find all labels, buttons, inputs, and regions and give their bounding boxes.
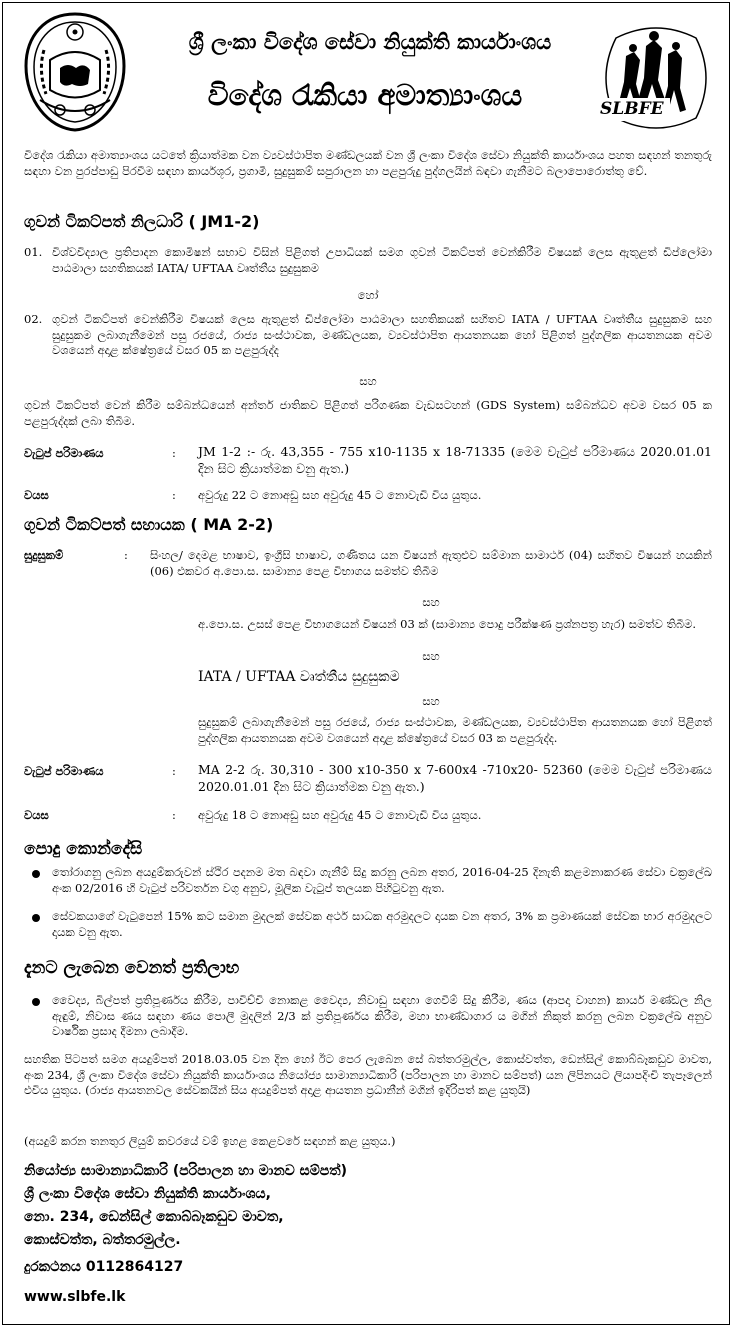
ma-age-value: අවුරුදු 18 ට නොඅඩු සහ අවුරුදු 45 ට නොවැඩි විය යුතුය. (198, 808, 482, 822)
jm-gds-requirement: ගුවන් ටිකට්පත් වෙන් කිරීම සම්බන්ධයෙන් අන්තර් ජාතිකව පිළිගත් පරිගණක වැඩසටහන් (GDS System) සම්බන්ධව අවම වසර 05 ක පළපුරුද්දක් ලබා තිබීම. (24, 398, 712, 428)
slbfe-logo (596, 18, 716, 138)
general-condition-1: තෝරාගනු ලබන අයදුම්කරුවන් ස්ථිර පදනම මත බඳවා ගැනීම් සිදු කරනු ලබන අතර, 2016-04-25 දිනැති කළමනාකරණ සේවා චක්‍රලේඛ අංක 02/2016 හි වැටුප් පරිවර්තන වගු අනුව, මූලික වැටුප් තලයක පිහිටුවනු ඇත. (52, 865, 712, 895)
ma-qualifications-label: සුදුසුකම් (24, 548, 64, 562)
benefits-heading: දැනට ලැබෙන වෙනත් ප්‍රතිලාභ (24, 958, 240, 978)
ma-q2: අ.පො.ස. උසස් පෙළ විභාගයෙන් විෂයන් 03 ක් (සාමාන්‍ය පොදු පරීක්ෂණ ප්‍රශ්නපත්‍ර හැර) සමත්ව තිබීම. (198, 617, 697, 631)
footer-phone: දුරකථනය 0112864127 (24, 1259, 184, 1275)
ma-age-colon: : (172, 808, 176, 822)
general-conditions-heading: පොදු කොන්දේසි (24, 839, 143, 859)
general-condition-2: සේවකයාගේ වැටුපෙන් 15% කට සමාන මුදලක් සේවක අර්ථ සාධක අරමුදලට දායක වන අතර, 3% ක ප්‍රමාණයක් සේවක භාර අරමුදලට දායක වනු ඇත. (52, 909, 712, 939)
ma-salary-label: වැටුප් පරිමාණය (24, 764, 104, 778)
jm-salary-value: JM 1-2 :- රු. 43,355 - 755 x10-1135 x 18-71335 (මෙම වැටුප් පරිමාණය 2020.01.01 දින සිට ක්‍රියාත්මක වනු ඇත.) (198, 444, 712, 476)
ma-and-1: සහ (422, 595, 440, 609)
jm-age-value: අවුරුදු 22 ට නොඅඩු සහ අවුරුදු 45 ට නොවැඩි විය යුතුය. (198, 488, 482, 502)
ma-and-2: සහ (422, 649, 440, 663)
ma-heading: ගුවන් ටිකට්පත් සහායක ( MA 2-2) (24, 515, 274, 534)
jm-and: සහ (359, 374, 377, 388)
jm-q1-text: විශ්වවිද්‍යාල ප්‍රතිපාදන කොමිෂන් සභාව විසින් පිළිගත් උපාධියක් සමග ගුවන් ටිකට්පත් වෙන්කිරීම විෂයක් ලෙස ඇතුළත් ඩිප්ලෝමා පාඨමාලා සහතිකයක් IATA/ UFTAA වෘත්තීය සුදුසුකම (52, 245, 712, 275)
slbfe-logo-text: SLBFE (600, 98, 670, 121)
jm-salary-colon: : (172, 446, 176, 460)
ma-salary-value: MA 2-2 රු. 30,310 - 300 x10-350 x 7-600x4 -710x20- 52360 (මෙම වැටුප් පරිමාණය 2020.01.01 දින සිට ක්‍රියාත්මක වනු ඇත.) (198, 762, 712, 794)
ma-and-3: සහ (422, 694, 440, 708)
jm-q2-number: 02. (24, 312, 43, 326)
ma-qualifications-colon: : (124, 548, 128, 562)
jm-or: හෝ (357, 288, 379, 302)
footer-designation: නියෝජ්‍ය සාමාන්‍යාධිකාරි (පරිපාලන හා මානව සම්පත්) (24, 1163, 348, 1179)
jm-age-label: වයස (24, 488, 49, 502)
jm-age-colon: : (172, 488, 176, 502)
jm-q2-text: ගුවන් ටිකට්පත් වෙන්කිරීම විෂයක් ලෙස ඇතුළත් ඩිප්ලෝමා පාඨමාලා සහතිකයක් සහිතව IATA / UFTAA වෘත්තීය සුදුසුකම සහ සුදුසුකම ලබාගැනීමෙන් පසු රජයේ, රාජ්‍ය සංස්ථාවක, මණ්ඩලයක, ව්‍යවස්ථාපිත ආයතනයක හෝ පිළිගත් පුද්ගලික ආයතනයක අවම වශයෙන් අදාළ ක්ෂේත්‍රයේ වසර 05 ක පළපුරුද්ද (52, 312, 712, 358)
footer-address-line1: නො. 234, ඩෙන්සිල් කොබ්බෑකඩුව මාවත, (24, 1209, 284, 1225)
sri-lanka-emblem-logo (20, 10, 130, 134)
footer-address-line2: කොස්වත්ත, බත්තරමුල්ල. (24, 1232, 181, 1248)
ma-q4: සුදුසුකම් ලබාගැනීමෙන් පසු රජයේ, රාජ්‍ය සංස්ථාවක, මණ්ඩලයක, ව්‍යවස්ථාපිත ආයතනයක හෝ පිළිගත් පුද්ගලික ආයතනයක අවම වශයෙන් අදාළ ක්ෂේත්‍රයේ වසර 03 ක පළපුරුද්ද. (198, 715, 712, 745)
intro-paragraph: විදේශ රැකියා අමාත්‍යාංශය යටතේ ක්‍රියාත්මක වන ව්‍යවස්ථාපිත මණ්ඩලයක් වන ශ්‍රී ලංකා විදේශ සේවා නියුක්ති කාර්යාංශය පහත සඳහන් තනතුරු සඳහා වන පුරප්පාඩු පිරවීම සඳහා කාර්යශූර, ප්‍රගාමී, සුදුසුකම් සපුරාලන හා පළපුරුදු පුද්ගලයින් බඳවා ගැනීමට බලාපොරොත්තු වේ. (24, 148, 712, 178)
organisation-title: ශ්‍රී ලංකා විදේශ සේවා නියුක්ති කාර්යාංශය (188, 30, 552, 54)
benefit-1: වෛද්‍ය, බිල්පත් ප්‍රතිපූර්ණය කිරීම, පාවිච්චි නොකළ වෛද්‍ය, නිවාඩු සඳහා ගෙවීම් සිදු කිරීම, ණය (ආපදා වාහන) කාර්ය මණ්ඩල නිල ඇඳුම්, නිවාස ණය සඳහා ණය පොලී මුදලින් 2/3 ක් ප්‍රතිපූර්ණය කිරීම, මහා භාණ්ඩාගාර ය මගින් නිකුත් කරනු ලබන චක්‍රලේඛ අනුව වාර්ෂික ප්‍රසාද දීමනා ලබාදීම. (52, 993, 712, 1039)
ma-age-label: වයස (24, 808, 49, 822)
jm-q1-number: 01. (24, 245, 43, 259)
bullet-icon (32, 870, 40, 878)
ma-q1: සිංහල/ දෙමළ භාෂාව, ඉංග්‍රීසි භාෂාව, ගණිතය යන විෂයන් ඇතුළුව සම්මාන සාමාර්ථ (04) සහිතව විෂයන් හයකින් (06) එකවර අ.පො.ස. සාමාන්‍ය පෙළ විභාගය සමත්ව තිබීම (150, 548, 712, 578)
footer-website-link[interactable]: www.slbfe.lk (24, 1289, 126, 1305)
application-envelope-note: (අයදුම් කරන තනතුර ලියුම් කවරයේ වම් ඉහළ කෙළවරේ සඳහන් කළ යුතුය.) (24, 1134, 396, 1148)
ministry-title: විදේශ රැකියා අමාත්‍යාංශය (207, 78, 523, 112)
jm-salary-label: වැටුප් පරිමාණය (24, 446, 104, 460)
footer-organisation: ශ්‍රී ලංකා විදේශ සේවා නියුක්ති කාර්යාංශය, (24, 1186, 271, 1202)
bullet-icon (32, 998, 40, 1006)
ma-q3: IATA / UFTAA වෘත්තීය සුදුසුකම (198, 669, 400, 685)
application-instructions: සහතික පිටපත් සමග අයදුම්පත් 2018.03.05 වන දින හෝ ඊට පෙර ලැබෙන සේ බත්තරමුල්ල, කොස්වත්ත, ඩෙන්සිල් කොබ්බෑකඩුව මාවත, අංක 234, ශ්‍රී ලංකා විදේශ සේවා නියුක්ති කාර්යාංශය නියෝජ්‍ය සාමාන්‍යාධිකාරි (පරිපාලන හා මානව සම්පත්) යන ලිපිනයට ලියාපදිංචි තැපෑලෙන් එවිය යුතුය. (රාජ්‍ය ආයතනවල සේවකයින් සිය අයදුම්පත් අදාළ ආයතන ප්‍රධානීන් මගින් ඉදිරිපත් කළ යුතුයි) (24, 1052, 712, 1098)
bullet-icon (32, 914, 40, 922)
jm-heading: ගුවන් ටිකට්පත් නිලධාරි ( JM1-2) (24, 212, 260, 231)
ma-salary-colon: : (172, 764, 176, 778)
